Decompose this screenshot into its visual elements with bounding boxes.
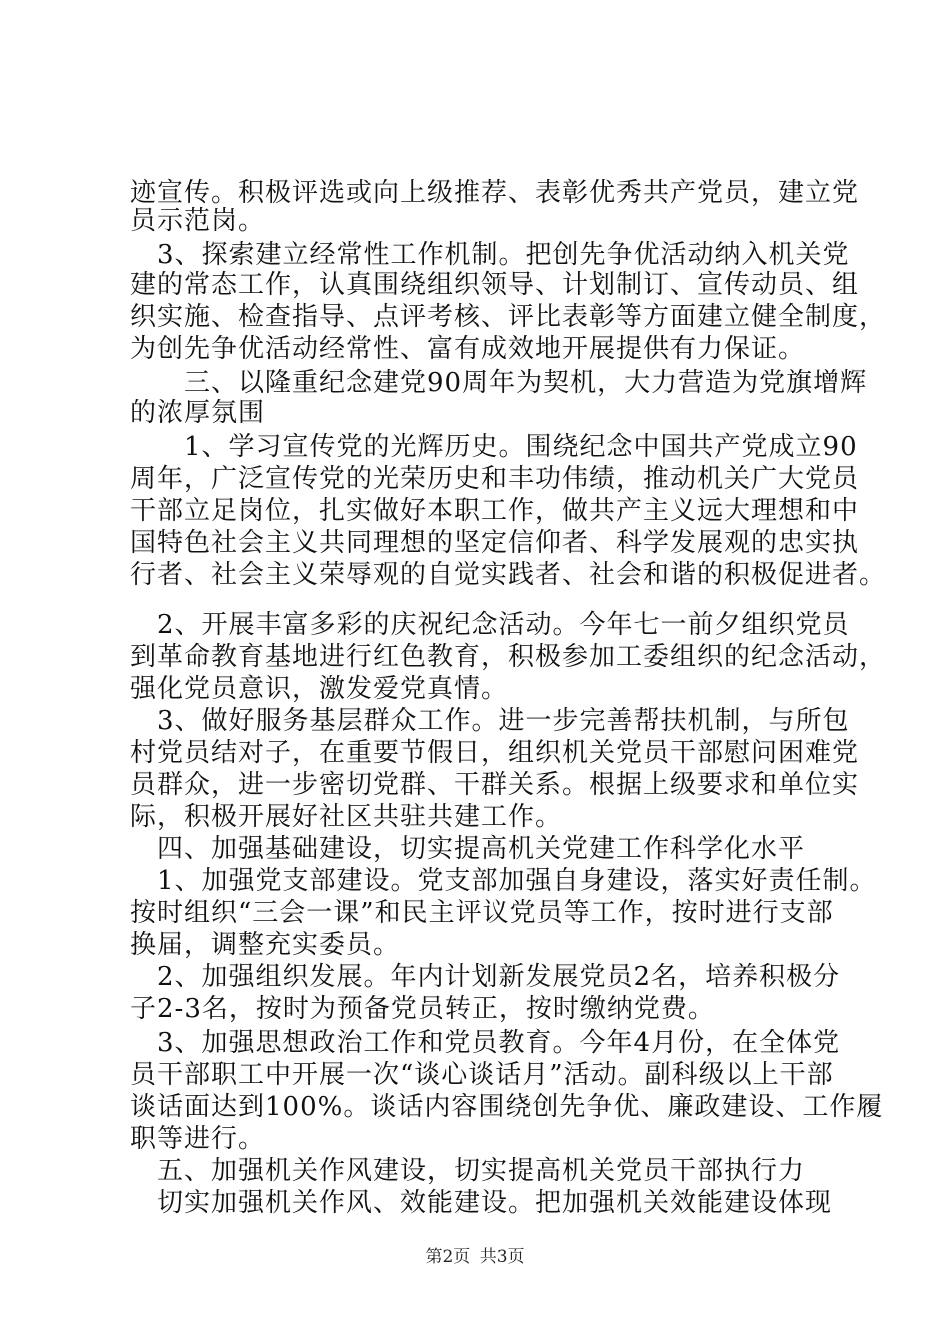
text-line: 为创先争优活动经常性、富有成效地开展提供有力保证。 — [130, 334, 806, 364]
text-line: 干部立足岗位，扎实做好本职工作，做共产主义远大理想和中 — [130, 496, 860, 526]
text-line: 到革命教育基地进行红色教育，积极参加工委组织的纪念活动， — [130, 642, 887, 672]
text-line: 3、加强思想政治工作和党员教育。今年4月份，在全体党 — [130, 1028, 841, 1058]
page-number: 第2页 — [425, 1247, 471, 1267]
text-line: 国特色社会主义共同理想的坚定信仰者、科学发展观的忠实执 — [130, 528, 860, 558]
text-line: 迹宣传。积极评选或向上级推荐、表彰优秀共产党员，建立党 — [130, 178, 860, 208]
text-line: 的浓厚氛围 — [130, 398, 266, 428]
text-line: 1、加强党支部建设。党支部加强自身建设，落实好责任制。 — [130, 866, 877, 896]
text-line: 四、加强基础建设，切实提高机关党建工作科学化水平 — [130, 834, 806, 864]
text-line: 三、以隆重纪念建党90周年为契机，大力营造为党旗增辉 — [130, 368, 868, 398]
text-line: 3、探索建立经常性工作机制。把创先争优活动纳入机关党 — [130, 240, 850, 270]
text-line: 职等进行。 — [130, 1124, 266, 1154]
page-total: 共3页 — [479, 1247, 525, 1267]
text-line: 3、做好服务基层群众工作。进一步完善帮扶机制，与所包 — [130, 706, 850, 736]
text-line: 织实施、检查指导、点评考核、评比表彰等方面建立健全制度， — [130, 302, 887, 332]
text-line: 按时组织“三会一课”和民主评议党员等工作，按时进行支部 — [130, 898, 834, 928]
text-line: 际，积极开展好社区共驻共建工作。 — [130, 802, 563, 832]
text-line: 建的常态工作，认真围绕组织领导、计划制订、宣传动员、组 — [130, 270, 860, 300]
text-line: 村党员结对子，在重要节假日，组织机关党员干部慰问困难党 — [130, 738, 860, 768]
text-line: 切实加强机关作风、效能建设。把加强机关效能建设体现 — [130, 1188, 833, 1218]
text-line: 员群众，进一步密切党群、干群关系。根据上级要求和单位实 — [130, 770, 860, 800]
text-line: 换届，调整充实委员。 — [130, 930, 401, 960]
text-line: 员干部职工中开展一次“谈心谈话月”活动。副科级以上干部 — [130, 1060, 834, 1090]
text-line: 行者、社会主义荣辱观的自觉实践者、社会和谐的积极促进者。 — [130, 560, 887, 590]
page-footer — [0, 1246, 950, 1268]
text-line: 周年，广泛宣传党的光荣历史和丰功伟绩，推动机关广大党员 — [130, 464, 860, 494]
text-line: 2、加强组织发展。年内计划新发展党员2名，培养积极分 — [130, 962, 841, 992]
text-line: 2、开展丰富多彩的庆祝纪念活动。今年七一前夕组织党员 — [130, 610, 850, 640]
text-line: 谈话面达到100%。谈话内容围绕创先争优、廉政建设、工作履 — [130, 1092, 884, 1122]
text-line: 1、学习宣传党的光辉历史。围绕纪念中国共产党成立90 — [130, 432, 858, 462]
text-line: 五、加强机关作风建设，切实提高机关党员干部执行力 — [130, 1156, 806, 1186]
text-line: 强化党员意识，激发爱党真情。 — [130, 674, 509, 704]
text-line: 员示范岗。 — [130, 206, 266, 236]
text-line: 子2-3名，按时为预备党员转正，按时缴纳党费。 — [130, 994, 715, 1024]
